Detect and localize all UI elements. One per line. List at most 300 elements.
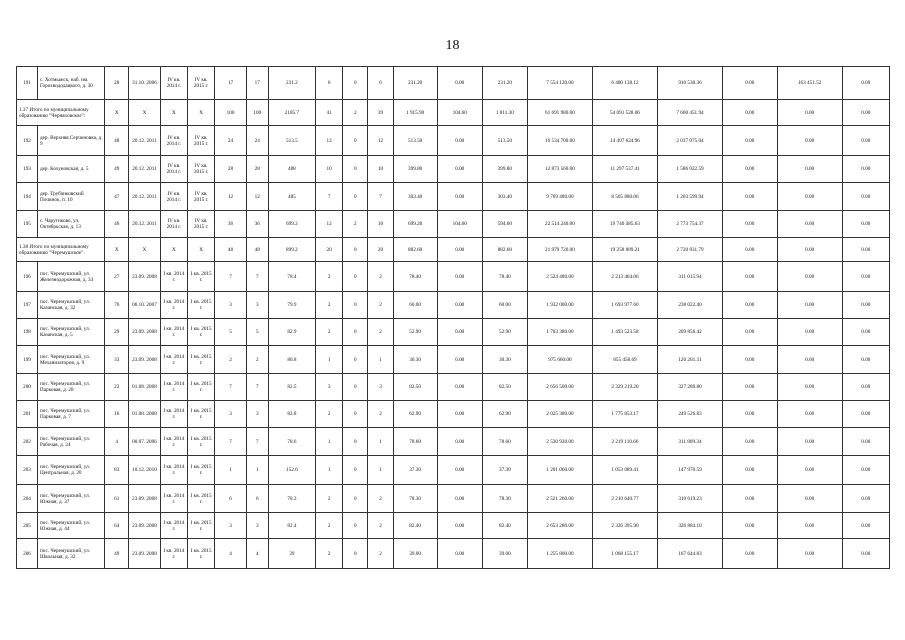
cell-date: 01.08. 2008 [129, 374, 160, 401]
cell-c2: 0 [343, 238, 368, 262]
cell-s5: 0.00 [777, 156, 842, 183]
cell-s3: 311 809.34 [657, 428, 722, 456]
cell-s5: 0.00 [777, 346, 842, 374]
table-row [17, 126, 890, 156]
total-label: 1.38 Итого по муниципальному образованию "Черемушское": [17, 238, 105, 262]
cell-area: 39 [268, 539, 315, 569]
total-label: 1.37 Итого по муниципальному образованию "Черняховское": [17, 100, 105, 126]
cell-a2: 0.00 [437, 456, 482, 485]
cell-s4: 0.00 [723, 262, 778, 292]
cell-date: 23.09. 2008 [129, 513, 160, 539]
cell-s6: 0.00 [842, 156, 889, 183]
cell-start: I кв. 2014 г. [160, 539, 187, 569]
cell-s2: 54 091 528.06 [592, 100, 657, 126]
cell-s2: 2 326 395.90 [592, 513, 657, 539]
cell-year: 4 [105, 428, 129, 456]
cell-year: 20 [105, 67, 129, 100]
cell-v1: 2 [215, 346, 246, 374]
cell-v1: 7 [215, 262, 246, 292]
address-cell: пос. Черемушский, ул. Южная, д. 44 [37, 513, 104, 539]
cell-end: I кв. 2015 г. [188, 374, 215, 401]
cell-a3: 62.90 [482, 401, 527, 428]
cell-end: X [188, 100, 215, 126]
cell-c1: 1 [315, 428, 342, 456]
cell-a2: 0.00 [437, 428, 482, 456]
cell-area: 82.4 [268, 513, 315, 539]
cell-year: 61 [105, 485, 129, 513]
address-cell: пос. Черемушский, ул. Парковая, д. 7 [37, 401, 104, 428]
cell-area: 82.8 [268, 401, 315, 428]
cell-v1: 28 [215, 156, 246, 183]
cell-year: 27 [105, 262, 129, 292]
cell-a2: 0.00 [437, 156, 482, 183]
cell-area: 78.3 [268, 485, 315, 513]
cell-a3: 78.40 [482, 262, 527, 292]
cell-year: 46 [105, 211, 129, 238]
cell-a2: 0.00 [437, 401, 482, 428]
cell-a3: 513.50 [482, 126, 527, 156]
cell-s6: 0.00 [842, 374, 889, 401]
address-cell: дер. Трубчиковский Починок, п. 10 [37, 183, 104, 211]
table-row [17, 513, 890, 539]
cell-s4: 0.00 [723, 238, 778, 262]
cell-a1: 82.50 [393, 374, 437, 401]
cell-s4: 0.00 [723, 126, 778, 156]
cell-area: 513.5 [268, 126, 315, 156]
cell-year: X [105, 100, 129, 126]
cell-c1: 2 [315, 513, 342, 539]
address-cell: с. Хотмыжск, наб. им. Горохвододацкого, д. 30 [37, 67, 104, 100]
address-cell: пос. Черемушский, ул. Механизаторов, д. 9 [37, 346, 104, 374]
cell-s5: 0.00 [777, 428, 842, 456]
table-total-row [17, 100, 890, 126]
cell-s6: 0.00 [842, 456, 889, 485]
cell-s1: 2 656 500.00 [527, 374, 592, 401]
cell-c1: 1 [315, 346, 342, 374]
cell-s3: 209 856.42 [657, 319, 722, 346]
cell-date: 23.09. 2008 [129, 262, 160, 292]
cell-s5: 0.00 [777, 126, 842, 156]
cell-date: 23.09. 2008 [129, 346, 160, 374]
cell-s6: 0.00 [842, 513, 889, 539]
cell-s4: 0.00 [723, 183, 778, 211]
cell-s4: 0.00 [723, 156, 778, 183]
row-number: 199 [17, 346, 38, 374]
cell-end: I кв. 2015 г. [188, 428, 215, 456]
cell-v2: 12 [246, 183, 268, 211]
cell-c2: 0 [343, 126, 368, 156]
cell-a1: 78.30 [393, 485, 437, 513]
cell-c3: 1 [368, 456, 393, 485]
cell-year: 64 [105, 513, 129, 539]
cell-s4: 0.00 [723, 374, 778, 401]
cell-a1: 82.40 [393, 513, 437, 539]
cell-v2: 7 [246, 262, 268, 292]
cell-a1: 513.50 [393, 126, 437, 156]
cell-c3: 20 [368, 238, 393, 262]
cell-a2: 0.00 [437, 513, 482, 539]
cell-a2: 0.00 [437, 374, 482, 401]
cell-c2: 0 [343, 183, 368, 211]
cell-c2: 2 [343, 100, 368, 126]
cell-s1: 21 979 720.00 [527, 238, 592, 262]
cell-a1: 52.90 [393, 319, 437, 346]
cell-year: 33 [105, 346, 129, 374]
cell-v1: 3 [215, 401, 246, 428]
cell-c1: 2 [315, 319, 342, 346]
table-row [17, 292, 890, 319]
cell-c1: 1 [315, 456, 342, 485]
cell-s2: 2 213 464.06 [592, 262, 657, 292]
cell-area: 82.5 [268, 374, 315, 401]
cell-a3: 78.60 [482, 428, 527, 456]
cell-s3: 310 619.23 [657, 485, 722, 513]
cell-s5: 0.00 [777, 238, 842, 262]
row-number: 197 [17, 292, 38, 319]
cell-c3: 2 [368, 319, 393, 346]
cell-s3: 1 586 022.59 [657, 156, 722, 183]
cell-v2: 17 [246, 67, 268, 100]
table-row [17, 346, 890, 374]
cell-a3: 82.50 [482, 374, 527, 401]
cell-v1: 24 [215, 126, 246, 156]
table-row [17, 262, 890, 292]
cell-a2: 0.00 [437, 539, 482, 569]
row-number: 203 [17, 456, 38, 485]
cell-year: 49 [105, 156, 129, 183]
cell-date: 23.09. 2008 [129, 539, 160, 569]
cell-area: 78.6 [268, 428, 315, 456]
cell-end: IV кв. 2015 г. [188, 126, 215, 156]
table-row [17, 456, 890, 485]
cell-end: I кв. 2015 г. [188, 401, 215, 428]
cell-s1: 1 201 060.00 [527, 456, 592, 485]
cell-c1: 20 [315, 238, 342, 262]
cell-year: 22 [105, 374, 129, 401]
cell-s1: 2 530 920.00 [527, 428, 592, 456]
cell-s2: 1 693 977.60 [592, 292, 657, 319]
cell-end: I кв. 2015 г. [188, 319, 215, 346]
cell-a1: 699.20 [393, 211, 437, 238]
cell-a3: 78.30 [482, 485, 527, 513]
cell-s2: 1 068 155.17 [592, 539, 657, 569]
cell-c3: 6 [368, 67, 393, 100]
cell-s6: 0.00 [842, 262, 889, 292]
cell-c1: 12 [315, 211, 342, 238]
cell-start: I кв. 2014 г. [160, 292, 187, 319]
cell-s6: 0.00 [842, 126, 889, 156]
cell-a2: 0.00 [437, 485, 482, 513]
cell-s6: 0.00 [842, 100, 889, 126]
cell-start: I кв. 2014 г. [160, 346, 187, 374]
cell-a2: 0.00 [437, 319, 482, 346]
cell-v2: 48 [246, 238, 268, 262]
row-number: 205 [17, 513, 38, 539]
row-number: 195 [17, 211, 38, 238]
cell-date: 20.12. 2011 [129, 126, 160, 156]
address-cell: пос. Черемушский, ул. Южная, д. 37 [37, 485, 104, 513]
cell-a1: 303.40 [393, 183, 437, 211]
cell-s3: 1 203 599.94 [657, 183, 722, 211]
cell-v2: 28 [246, 156, 268, 183]
cell-s3: 2 773 754.37 [657, 211, 722, 238]
cell-a1: 78.40 [393, 262, 437, 292]
cell-s2: 2 210 640.77 [592, 485, 657, 513]
cell-s1: 7 554 120.00 [527, 67, 592, 100]
cell-area: 485 [268, 183, 315, 211]
cell-c3: 39 [368, 100, 393, 126]
cell-start: IV кв. 2014 г. [160, 183, 187, 211]
table-row [17, 156, 890, 183]
cell-a1: 231.20 [393, 67, 437, 100]
cell-a1: 39.00 [393, 539, 437, 569]
cell-s4: 0.00 [723, 485, 778, 513]
cell-s5: 0.00 [777, 374, 842, 401]
cell-year: 76 [105, 292, 129, 319]
cell-s5: 0.00 [777, 485, 842, 513]
cell-s4: 0.00 [723, 100, 778, 126]
cell-start: X [160, 100, 187, 126]
cell-area: 2185.7 [268, 100, 315, 126]
cell-end: I кв. 2015 г. [188, 292, 215, 319]
cell-a1: 37.30 [393, 456, 437, 485]
row-number: 193 [17, 156, 38, 183]
cell-v2: 36 [246, 211, 268, 238]
cell-s6: 0.00 [842, 238, 889, 262]
cell-date: X [129, 238, 160, 262]
row-number: 192 [17, 126, 38, 156]
cell-c3: 10 [368, 211, 393, 238]
cell-v1: 48 [215, 238, 246, 262]
cell-s4: 0.00 [723, 211, 778, 238]
cell-a2: 0.00 [437, 262, 482, 292]
cell-c3: 3 [368, 374, 393, 401]
cell-s2: 8 565 880.06 [592, 183, 657, 211]
cell-s3: 910 530.36 [657, 67, 722, 100]
cell-year: 47 [105, 183, 129, 211]
cell-s2: 11 297 537.41 [592, 156, 657, 183]
cell-v1: 6 [215, 485, 246, 513]
cell-start: IV кв. 2014 г. [160, 211, 187, 238]
cell-s1: 1 703 380.00 [527, 319, 592, 346]
row-number: 198 [17, 319, 38, 346]
cell-s3: 7 600 451.94 [657, 100, 722, 126]
cell-a3: 594.60 [482, 211, 527, 238]
cell-c2: 0 [343, 346, 368, 374]
cell-s3: 120 201.31 [657, 346, 722, 374]
cell-s2: 19 258 889.21 [592, 238, 657, 262]
cell-start: I кв. 2014 г. [160, 401, 187, 428]
cell-c3: 2 [368, 262, 393, 292]
table-total-row [17, 238, 890, 262]
cell-start: I кв. 2014 г. [160, 374, 187, 401]
cell-area: 899.2 [268, 238, 315, 262]
cell-a2: 0.00 [437, 238, 482, 262]
address-cell: дер. Кохуновская, д. 5 [37, 156, 104, 183]
cell-s4: 0.00 [723, 346, 778, 374]
cell-a2: 104.60 [437, 100, 482, 126]
row-number: 200 [17, 374, 38, 401]
cell-s4: 0.00 [723, 401, 778, 428]
table-row [17, 428, 890, 456]
cell-s1: 2 025 380.00 [527, 401, 592, 428]
cell-v2: 24 [246, 126, 268, 156]
cell-c2: 0 [343, 292, 368, 319]
cell-date: 20.12. 2011 [129, 211, 160, 238]
cell-v1: 7 [215, 374, 246, 401]
cell-a3: 1 811.30 [482, 100, 527, 126]
cell-v1: 100 [215, 100, 246, 126]
cell-s1: 9 769 480.00 [527, 183, 592, 211]
cell-s2: 6 480 138.12 [592, 67, 657, 100]
cell-year: 49 [105, 539, 129, 569]
cell-end: I кв. 2015 г. [188, 346, 215, 374]
cell-end: IV кв. 2015 г. [188, 156, 215, 183]
cell-v1: 12 [215, 183, 246, 211]
cell-a3: 231.20 [482, 67, 527, 100]
cell-s5: 0.00 [777, 456, 842, 485]
table-row [17, 183, 890, 211]
cell-s5: 0.00 [777, 513, 842, 539]
cell-s4: 0.00 [723, 539, 778, 569]
address-cell: пос. Черемушский, ул. Казанская, д. 5 [37, 319, 104, 346]
cell-date: X [129, 100, 160, 126]
cell-v1: 5 [215, 319, 246, 346]
cell-s3: 2 037 075.04 [657, 126, 722, 156]
cell-s4: 0.00 [723, 292, 778, 319]
row-number: 204 [17, 485, 38, 513]
cell-start: I кв. 2014 г. [160, 319, 187, 346]
cell-s2: 1 493 523.58 [592, 319, 657, 346]
cell-s2: 855 458.69 [592, 346, 657, 374]
cell-year: X [105, 238, 129, 262]
cell-a2: 104.60 [437, 211, 482, 238]
cell-a3: 82.40 [482, 513, 527, 539]
address-cell: дер. Верхняя Серчоновка, д. 9 [37, 126, 104, 156]
table-row [17, 319, 890, 346]
cell-c3: 10 [368, 156, 393, 183]
cell-area: 231.2 [268, 67, 315, 100]
cell-year: 16 [105, 401, 129, 428]
cell-v1: 36 [215, 211, 246, 238]
cell-s5: 0.00 [777, 100, 842, 126]
cell-s2: 14 497 624.96 [592, 126, 657, 156]
cell-c2: 0 [343, 428, 368, 456]
cell-a1: 882.60 [393, 238, 437, 262]
cell-start: I кв. 2014 г. [160, 456, 187, 485]
cell-a1: 1 915.90 [393, 100, 437, 126]
cell-a2: 0.00 [437, 67, 482, 100]
cell-s6: 0.00 [842, 67, 889, 100]
cell-s6: 0.00 [842, 319, 889, 346]
cell-s2: 1 053 089.41 [592, 456, 657, 485]
table-row [17, 211, 890, 238]
cell-s4: 0.00 [723, 319, 778, 346]
cell-s4: 0.00 [723, 456, 778, 485]
cell-v1: 1 [215, 456, 246, 485]
cell-year: 83 [105, 456, 129, 485]
cell-c3: 2 [368, 401, 393, 428]
cell-c1: 2 [315, 401, 342, 428]
cell-v2: 2 [246, 346, 268, 374]
cell-c3: 2 [368, 513, 393, 539]
cell-area: 488 [268, 156, 315, 183]
cell-s3: 326 884.10 [657, 513, 722, 539]
cell-c3: 1 [368, 346, 393, 374]
cell-c1: 41 [315, 100, 342, 126]
cell-s5: 0.00 [777, 211, 842, 238]
cell-s3: 2 720 831.79 [657, 238, 722, 262]
cell-s3: 249 526.83 [657, 401, 722, 428]
cell-v1: 3 [215, 513, 246, 539]
cell-a3: 52.90 [482, 319, 527, 346]
table-row [17, 67, 890, 100]
cell-a3: 399.80 [482, 156, 527, 183]
cell-end: I кв. 2015 г. [188, 513, 215, 539]
cell-s6: 0.00 [842, 428, 889, 456]
cell-a1: 60.00 [393, 292, 437, 319]
cell-c1: 6 [315, 67, 342, 100]
cell-s3: 238 022.40 [657, 292, 722, 319]
cell-c3: 1 [368, 428, 393, 456]
cell-a2: 0.00 [437, 346, 482, 374]
cell-end: I кв. 2015 г. [188, 262, 215, 292]
cell-c1: 2 [315, 262, 342, 292]
cell-s5: 0.00 [777, 319, 842, 346]
cell-c2: 0 [343, 513, 368, 539]
cell-start: IV кв. 2014 г. [160, 126, 187, 156]
cell-year: 48 [105, 126, 129, 156]
cell-a1: 30.30 [393, 346, 437, 374]
address-cell: пос. Черемушский, ул. Казанская, д. 32 [37, 292, 104, 319]
cell-v2: 5 [246, 319, 268, 346]
cell-a1: 399.80 [393, 156, 437, 183]
cell-s6: 0.00 [842, 211, 889, 238]
cell-s1: 2 524 480.00 [527, 262, 592, 292]
cell-s1: 1 932 000.00 [527, 292, 592, 319]
cell-start: IV кв. 2014 г. [160, 67, 187, 100]
cell-date: 23.09. 2008 [129, 319, 160, 346]
cell-start: I кв. 2014 г. [160, 513, 187, 539]
table-row [17, 539, 890, 569]
cell-v1: 17 [215, 67, 246, 100]
row-number: 196 [17, 262, 38, 292]
row-number: 191 [17, 67, 38, 100]
cell-s5: 0.00 [777, 183, 842, 211]
cell-s6: 0.00 [842, 485, 889, 513]
cell-c2: 0 [343, 456, 368, 485]
address-cell: пос. Черемушский, ул. Центральная, д. 20 [37, 456, 104, 485]
cell-s5: 0.00 [777, 292, 842, 319]
cell-v1: 3 [215, 292, 246, 319]
cell-date: 06.10. 2007 [129, 292, 160, 319]
cell-date: 23.09. 2008 [129, 485, 160, 513]
cell-end: X [188, 238, 215, 262]
cell-date: 31.10. 2006 [129, 67, 160, 100]
cell-s2: 2 219 110.66 [592, 428, 657, 456]
cell-s3: 327 280.80 [657, 374, 722, 401]
cell-start: IV кв. 2014 г. [160, 156, 187, 183]
cell-end: IV кв. 2015 г. [188, 67, 215, 100]
cell-c2: 0 [343, 67, 368, 100]
cell-v2: 3 [246, 292, 268, 319]
housing-relocation-table [16, 66, 890, 569]
cell-c1: 2 [315, 539, 342, 569]
cell-s1: 12 873 560.00 [527, 156, 592, 183]
cell-c1: 2 [315, 292, 342, 319]
cell-start: I кв. 2014 г. [160, 262, 187, 292]
cell-v2: 3 [246, 513, 268, 539]
